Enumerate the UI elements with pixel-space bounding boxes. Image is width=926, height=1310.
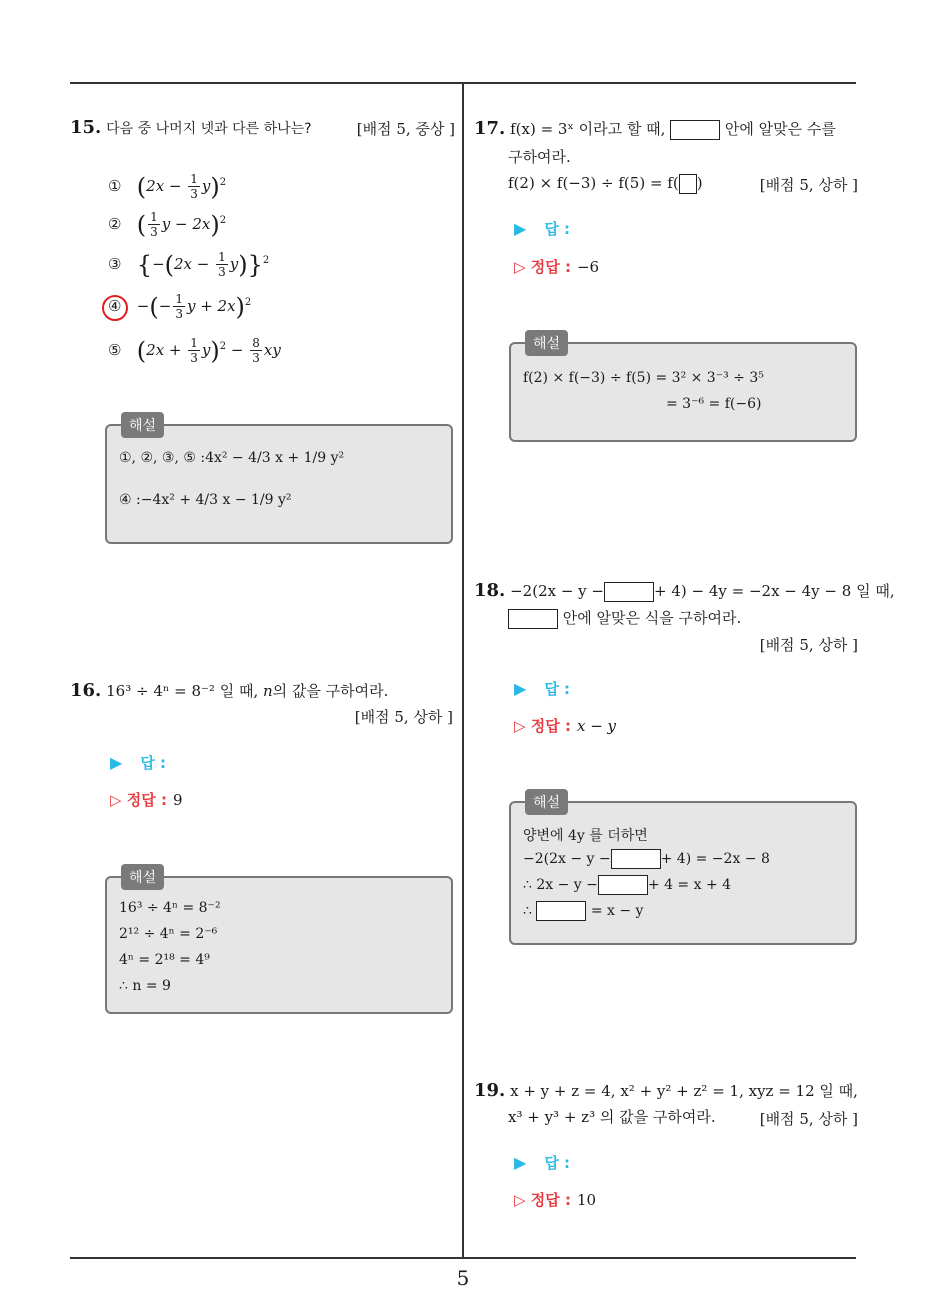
question-line1-a: f(x) = 3ˣ 이라고 할 때,	[510, 120, 666, 138]
correct-value: 9	[172, 791, 183, 809]
solution-box-18	[509, 795, 857, 945]
answer-row-17[interactable]	[514, 218, 570, 239]
correct-label: 정답 :	[530, 1191, 571, 1209]
answer-label: 답 :	[140, 754, 167, 772]
question-line2: x³ + y³ + z³ 의 값을 구하여라.	[508, 1108, 716, 1126]
question-15	[70, 116, 455, 142]
correct-answer-18	[514, 715, 616, 736]
correct-answer-19	[514, 1189, 596, 1210]
solution-line-2: = 3⁻⁶ = f(−6)	[666, 396, 762, 412]
question-17	[474, 116, 858, 142]
choice-mark: ①	[108, 176, 122, 195]
answer-blank-small	[679, 174, 697, 194]
question-number: 18.	[474, 580, 506, 601]
question-number: 15.	[70, 117, 102, 138]
solution-line-3: 4ⁿ = 2¹⁸ = 4⁹	[119, 952, 210, 968]
correct-value: 10	[576, 1191, 597, 1209]
correct-icon: ▷	[514, 258, 531, 276]
question-line2: 안에 알맞은 식을 구하여라.	[508, 605, 741, 631]
column-divider	[462, 84, 464, 1257]
solution-line-1: ①, ②, ③, ⑤ :4x² − 4/3 x + 1/9 y²	[119, 450, 345, 466]
question-meta: [배점 5, 상하 ]	[759, 636, 858, 654]
solution-box-17	[509, 336, 857, 442]
question-meta: [배점 5, 상하 ]	[354, 708, 453, 726]
question-line1-b: 안에 알맞은 수를	[724, 120, 836, 138]
correct-value: x − y	[576, 717, 617, 735]
correct-icon: ▷	[110, 791, 127, 809]
question-line1-a: −2(2x − y −	[510, 582, 604, 600]
solution-box-15	[105, 418, 453, 544]
play-icon: ▶	[110, 753, 123, 772]
answer-label: 답 :	[544, 680, 571, 698]
solution-tab: 해설	[121, 412, 164, 438]
question-number: 16.	[70, 680, 102, 701]
answer-blank	[598, 875, 648, 895]
page-number: 5	[456, 1266, 470, 1290]
answer-blank	[670, 120, 720, 140]
solution-line-2: 2¹² ÷ 4ⁿ = 2⁻⁶	[119, 926, 218, 942]
solution-line-1: f(2) × f(−3) ÷ f(5) = 3² × 3⁻³ ÷ 3⁵	[523, 370, 764, 386]
choice-mark: ⑤	[108, 340, 122, 359]
question-meta: [배점 5, 상하 ]	[759, 176, 858, 194]
correct-answer-16	[110, 789, 183, 810]
choice-5[interactable]: ⑤ (2x + $\frac{1}{3}$ y)$^2$ − $\frac{8}{3}$ xy	[108, 336, 281, 365]
answer-label: 답 :	[544, 220, 571, 238]
solution-tab: 해설	[525, 789, 568, 815]
question-text: 다음 중 나머지 넷과 다른 하나는?	[106, 121, 312, 137]
question-meta: [배점 5, 중상 ]	[356, 120, 455, 138]
play-icon: ▶	[514, 219, 527, 238]
play-icon: ▶	[514, 1153, 527, 1172]
choice-4[interactable]: ④ −(− $\frac{1}{3}$ y + 2x)$^2$	[108, 292, 252, 321]
question-line3: f(2) × f(−3) ÷ f(5) = f( )	[508, 174, 703, 192]
choice-1[interactable]: ① (2x − $\frac{1}{3}$ y)$^2$	[108, 172, 227, 201]
correct-value: −6	[576, 258, 600, 276]
solution-line-1: 양변에 4y 를 더하면	[523, 828, 648, 844]
question-line2: 구하여라.	[508, 148, 571, 166]
question-number: 19.	[474, 1080, 506, 1101]
question-number: 17.	[474, 118, 506, 139]
question-line1: x + y + z = 4, x² + y² + z² = 1, xyz = 12 일 때,	[510, 1082, 858, 1100]
correct-label: 정답 :	[530, 717, 571, 735]
choice-mark: ③	[108, 254, 122, 273]
question-meta: [배점 5, 상하 ]	[759, 1110, 858, 1128]
answer-blank	[508, 609, 558, 629]
solution-line-2: −2(2x − y − + 4) = −2x − 8	[523, 851, 770, 867]
answer-blank	[536, 901, 586, 921]
question-text-prefix: 16³ ÷ 4ⁿ = 8⁻² 일 때,	[106, 682, 263, 700]
solution-line-3: ∴ 2x − y − + 4 = x + 4	[523, 877, 732, 893]
correct-answer-17	[514, 256, 599, 277]
question-text-suffix: 의 값을 구하여라.	[272, 682, 389, 700]
correct-label: 정답 :	[126, 791, 167, 809]
choice-2[interactable]: ② ( $\frac{1}{3}$ y − 2x)$^2$	[108, 210, 227, 239]
solution-tab: 해설	[525, 330, 568, 356]
answer-blank	[611, 849, 661, 869]
choice-mark: ②	[108, 214, 122, 233]
choice-mark: ④	[108, 296, 122, 315]
solution-box-16	[105, 870, 453, 1014]
solution-line-2: ④ :−4x² + 4/3 x − 1/9 y²	[119, 492, 292, 508]
question-18	[474, 578, 895, 604]
correct-label: 정답 :	[530, 258, 571, 276]
answer-blank	[604, 582, 654, 602]
correct-icon: ▷	[514, 1191, 531, 1209]
play-icon: ▶	[514, 679, 527, 698]
question-19	[474, 1078, 858, 1104]
solution-tab: 해설	[121, 864, 164, 890]
solution-line-4: ∴ n = 9	[119, 978, 171, 994]
correct-icon: ▷	[514, 717, 531, 735]
solution-line-4: ∴ = x − y	[523, 903, 644, 919]
answer-row-19[interactable]	[514, 1152, 570, 1173]
answer-row-16[interactable]	[110, 752, 166, 773]
question-16	[70, 678, 455, 704]
question-line1-b: + 4) − 4y = −2x − 4y − 8 일 때,	[654, 582, 895, 600]
answer-label: 답 :	[544, 1154, 571, 1172]
answer-row-18[interactable]	[514, 678, 570, 699]
bottom-rule	[70, 1257, 856, 1259]
solution-line-1: 16³ ÷ 4ⁿ = 8⁻²	[119, 900, 221, 916]
choice-3[interactable]: ③ {−(2x − $\frac{1}{3}$ y)}$^2$	[108, 250, 270, 279]
question-variable: n	[262, 682, 273, 700]
